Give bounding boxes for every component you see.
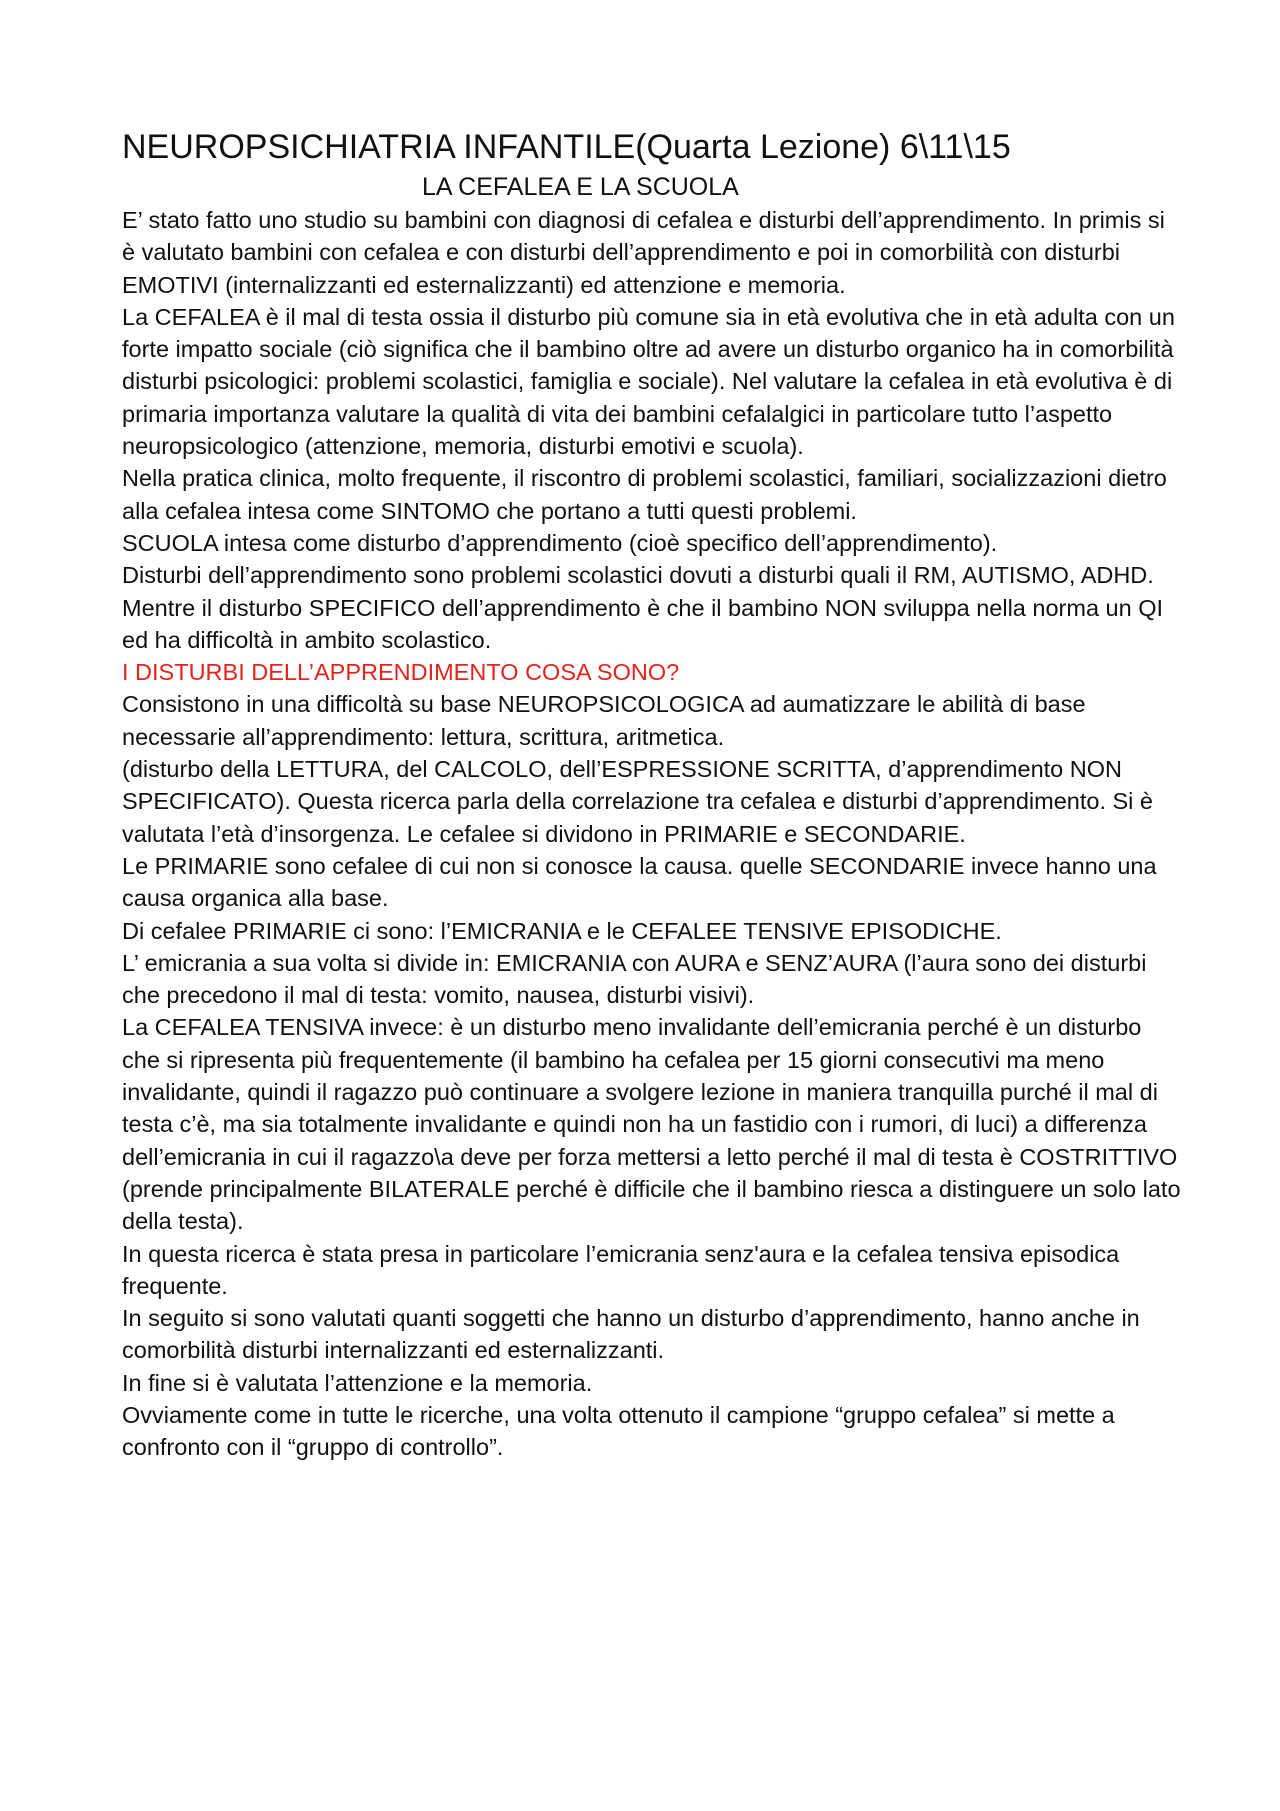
paragraph: Consistono in una difficoltà su base NEUROPSICOLOGICA ad aumatizzare le abilità di base necessarie all’apprendimento: lettura, scrittura, aritmetica. — [122, 691, 1086, 750]
paragraph: La CEFALEA è il mal di testa ossia il disturbo più comune sia in età evolutiva che in età adulta con un forte impatto sociale (ciò significa che il bambino oltre ad avere un disturbo organico ha in comorbilità disturbi psicologici: problemi scolastici, famiglia e sociale). Nel valutare la cefalea in età evolutiva è di primaria importanza valutare la qualità di vita dei bambini cefalalgici in particolare tutto l’aspetto neuropsicologico (attenzione, memoria, disturbi emotivi e scuola). — [122, 303, 1175, 460]
paragraph: (disturbo della LETTURA, del CALCOLO, dell’ESPRESSIONE SCRITTA, d’apprendimento NON SPECIFICATO). Questa ricerca parla della correlazione tra cefalea e disturbi d’apprendimento. Si è valutata l’età d’insorgenza. Le cefalee si dividono in PRIMARIE e SECONDARIE. — [122, 756, 1154, 847]
paragraph: L’ emicrania a sua volta si divide in: EMICRANIA con AURA e SENZ’AURA (l’aura sono dei disturbi che precedono il mal di testa: vomito, nausea, disturbi visivi). — [122, 949, 1147, 1009]
paragraph: Di cefalee PRIMARIE ci sono: l’EMICRANIA e le CEFALEE TENSIVE EPISODICHE. — [122, 917, 1002, 944]
paragraph: E’ stato fatto uno studio su bambini con diagnosi di cefalea e disturbi dell’apprendimento. In primis si è valutato bambini con cefalea e con disturbi dell’apprendimento e poi in comorbilità con disturbi EMOTIVI (internalizzanti ed esternalizzanti) ed attenzione e memoria. — [122, 207, 1165, 298]
section-heading: I DISTURBI DELL’APPRENDIMENTO COSA SONO? — [122, 659, 680, 686]
document-title: NEUROPSICHIATRIA INFANTILE(Quarta Lezione) 6\11\15 — [122, 128, 1011, 166]
paragraph: La CEFALEA TENSIVA invece: è un disturbo meno invalidante dell’emicrania perché è un disturbo che si ripresenta più frequentemente (il bambino ha cefalea per 15 giorni consecutivi ma meno invalidante, quindi il ragazzo può continuare a svolgere lezione in maniera tranquilla purché il mal di testa c’è, ma sia totalmente invalidante e quindi non ha un fastidio con i rumori, di luci) a differenza dell’emicrania in cui il ragazzo\a deve per forza mettersi a letto perché il mal di testa è COSTRITTIVO (prende principalmente BILATERALE perché è difficile che il bambino riesca a distinguere un solo lato della testa). — [122, 1014, 1181, 1235]
paragraph: In questa ricerca è stata presa in particolare l’emicrania senz'aura e la cefalea tensiva episodica frequente. — [122, 1240, 1120, 1299]
paragraph: Ovviamente come in tutte le ricerche, una volta ottenuto il campione “gruppo cefalea” si mette a confronto con il “gruppo di controllo”. — [122, 1401, 1115, 1461]
paragraph: In fine si è valutata l’attenzione e la memoria. — [122, 1369, 593, 1396]
paragraph: Le PRIMARIE sono cefalee di cui non si conosce la causa. quelle SECONDARIE invece hanno una causa organica alla base. — [122, 852, 1157, 912]
paragraph: Disturbi dell’apprendimento sono problemi scolastici dovuti a disturbi quali il RM, AUTISMO, ADHD. — [122, 562, 1154, 589]
paragraph: Nella pratica clinica, molto frequente, il riscontro di problemi scolastici, familiari, socializzazioni dietro alla cefalea intesa come SINTOMO che portano a tutti questi problemi. — [122, 465, 1167, 524]
paragraph: Mentre il disturbo SPECIFICO dell’apprendimento è che il bambino NON sviluppa nella norma un QI ed ha difficoltà in ambito scolastico. — [122, 594, 1164, 653]
document-body — [122, 204, 1182, 1464]
paragraph: SCUOLA intesa come disturbo d’apprendimento (cioè specifico dell’apprendimento). — [122, 529, 998, 556]
document-subtitle: LA CEFALEA E LA SCUOLA — [422, 173, 739, 201]
paragraph: In seguito si sono valutati quanti soggetti che hanno un disturbo d’apprendimento, hanno anche in comorbilità disturbi internalizzanti ed esternalizzanti. — [122, 1305, 1140, 1364]
document-page — [122, 124, 1182, 1464]
